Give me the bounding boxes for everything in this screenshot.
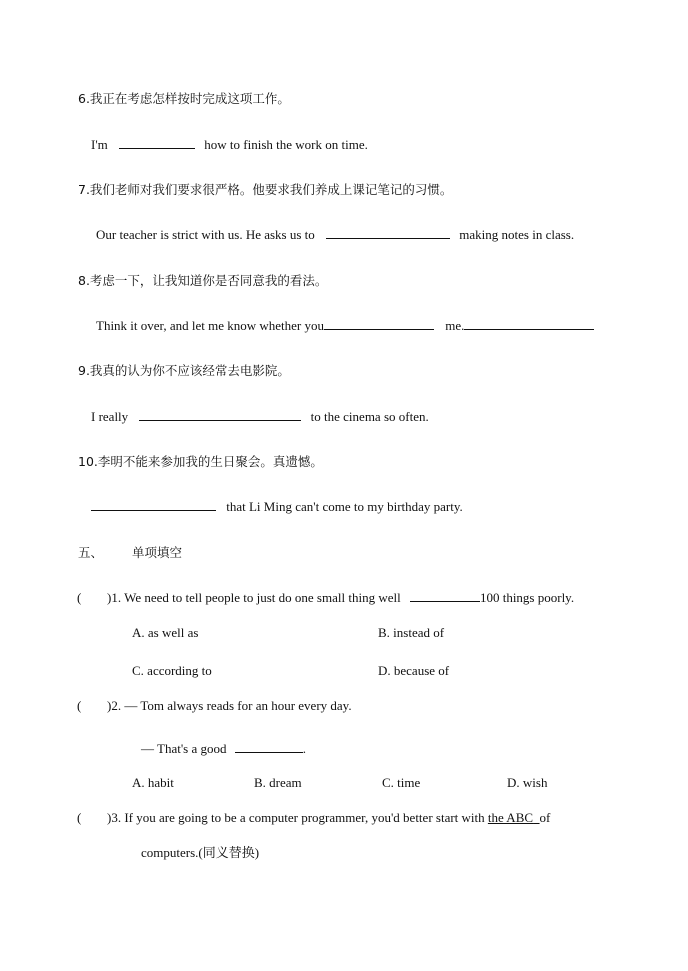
mc1-stem [107,590,574,606]
mc3-stem-before: 3. If you are going to be a computer programmer, you'd better start with [111,810,485,825]
q8-english [96,318,594,334]
q7-text-before: Our teacher is strict with us. He asks us to [96,227,315,242]
mc1-stem-before: 1. We need to tell people to just do one small thing well [111,590,401,605]
q7-english [96,227,574,243]
q10-english [91,499,463,515]
q8-answer-blank-1[interactable] [324,318,434,330]
mc2-option-a[interactable]: A. habit [132,775,174,790]
mc1-option-d[interactable]: D. because of [378,663,450,678]
q9-english [91,409,429,425]
mc1-answer-blank[interactable] [410,590,480,602]
q10-text-after: that Li Ming can't come to my birthday party. [226,499,463,514]
mc3-paren-open: ( [77,810,82,825]
q6-text-before: I'm [91,137,108,152]
q6-chinese: 6.我正在考虑怎样按时完成这项工作。 [78,91,290,106]
mc2-answer-blank[interactable] [235,741,303,753]
q10-chinese: 10.李明不能来参加我的生日聚会。真遗憾。 [78,454,323,469]
q7-text-after: making notes in class. [459,227,575,242]
q10-answer-blank[interactable] [91,499,216,511]
q9-answer-blank[interactable] [139,409,301,421]
mc1-paren-open: ( [77,590,82,605]
mc2-reply-after: . [302,741,307,756]
section-number: 五、 [78,545,104,560]
mc2-stem [107,698,352,714]
q7-chinese: 7.我们老师对我们要求很严格。他要求我们养成上课记笔记的习惯。 [78,182,453,197]
mc1-stem-after: 100 things poorly. [479,590,575,605]
q6-english [91,137,368,153]
mc2-paren-close: ) [107,698,112,713]
mc2-option-b[interactable]: B. dream [254,775,302,790]
mc2-paren-open: ( [77,698,82,713]
mc2-reply-before: — That's a good [141,741,227,756]
q6-answer-blank[interactable] [119,137,195,149]
mc1-option-b[interactable]: B. instead of [378,625,445,640]
mc1-paren-close: ) [107,590,112,605]
q9-text-after: to the cinema so often. [310,409,429,424]
mc1-option-c[interactable]: C. according to [132,663,212,678]
mc1-option-a[interactable]: A. as well as [132,625,199,640]
mc3-stem-after: of [539,810,551,825]
mc2-option-c[interactable]: C. time [382,775,421,790]
mc2-stem-text: 2. — Tom always reads for an hour every day. [111,698,352,713]
q8-text-before: Think it over, and let me know whether you [96,318,325,333]
mc3-paren-close: ) [107,810,112,825]
q8-chinese: 8.考虑一下，让我知道你是否同意我的看法。 [78,273,328,288]
q9-text-before: I really [91,409,129,424]
mc2-reply [141,741,306,757]
section-title: 单项填空 [132,545,183,560]
mc3-stem [107,810,550,826]
q6-text-after: how to finish the work on time. [204,137,368,152]
mc3-underlined-phrase: the ABC [487,810,534,825]
q7-answer-blank[interactable] [326,227,450,239]
mc2-option-d[interactable]: D. wish [507,775,548,790]
mc3-line2: computers.(同义替换) [141,845,260,860]
q9-chinese: 9.我真的认为你不应该经常去电影院。 [78,363,290,378]
q8-text-middle: me. [445,318,465,333]
q8-answer-blank-2[interactable] [464,318,594,330]
